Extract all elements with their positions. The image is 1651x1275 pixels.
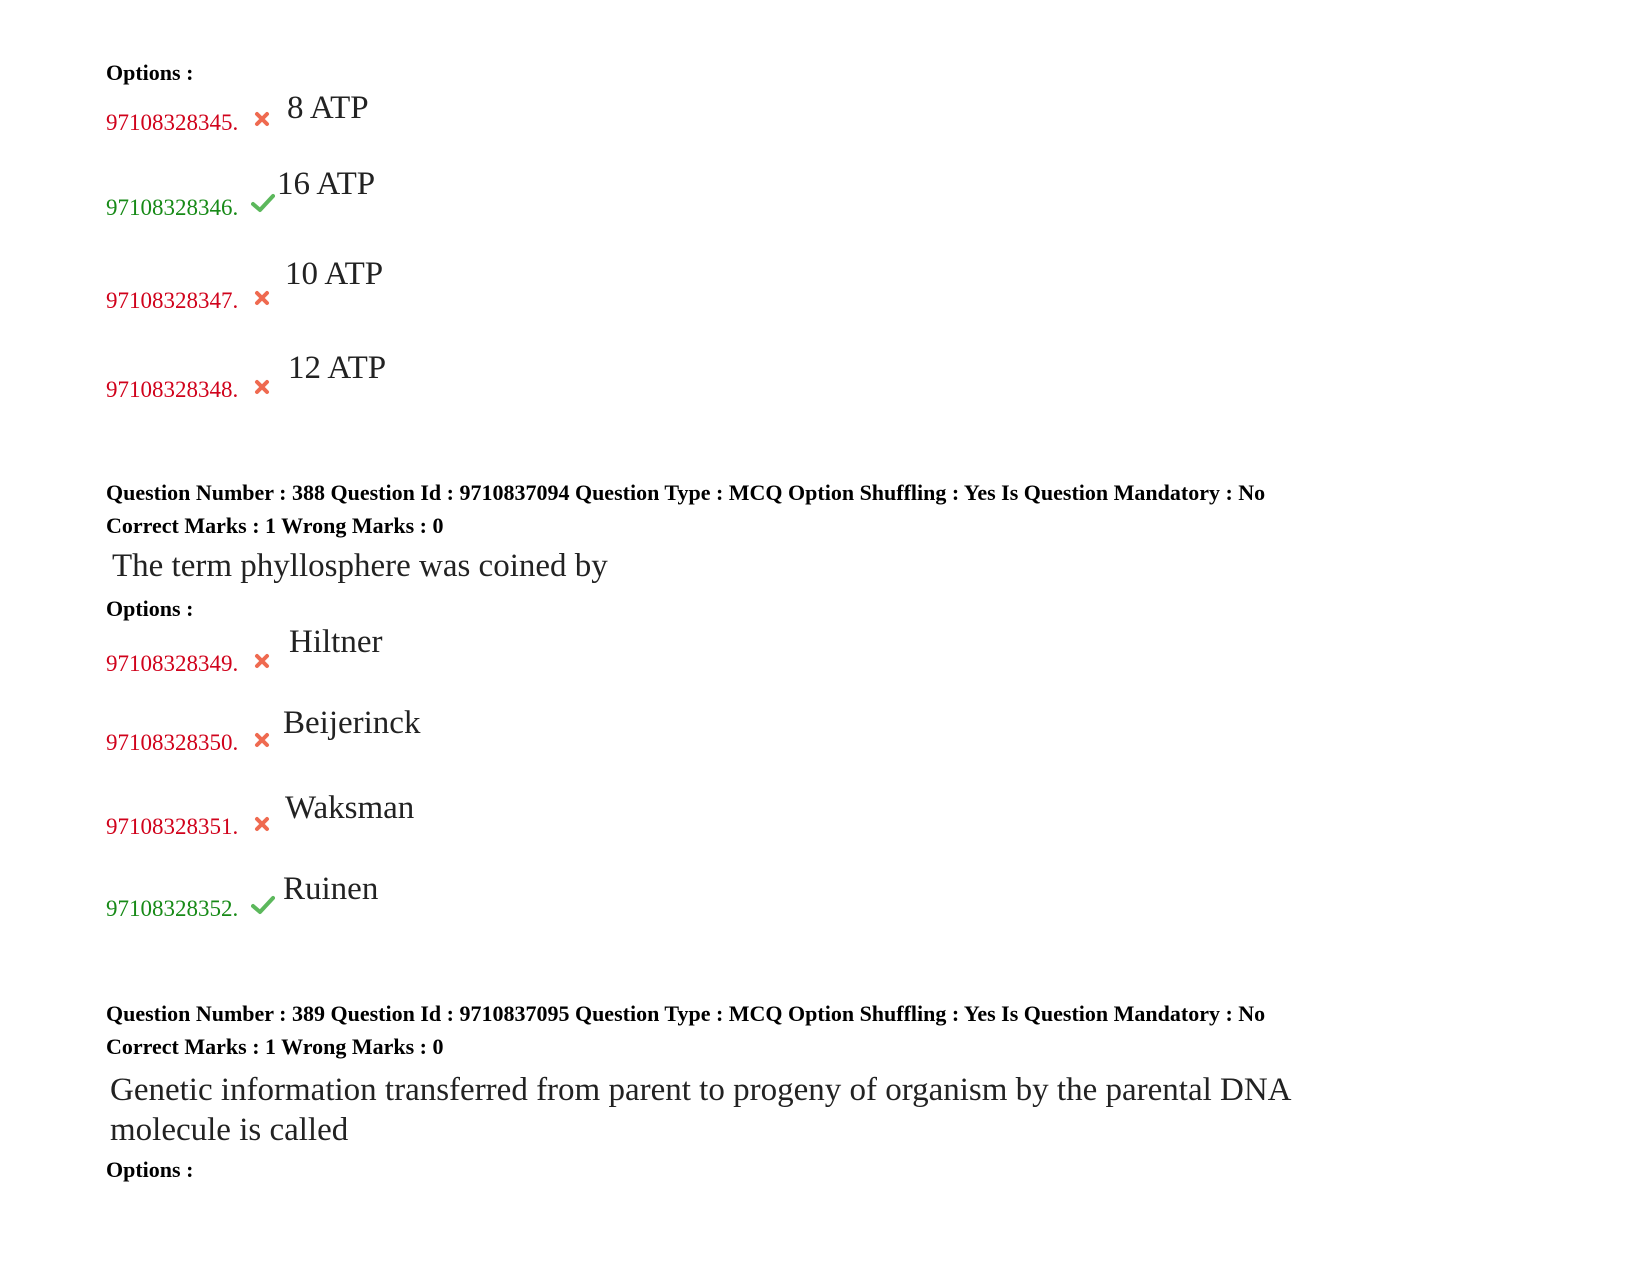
- question-meta: Question Number : 389 Question Id : 9710837095 Question Type : MCQ Option Shuffling : Yes Is Question Mandatory : No: [106, 1001, 1266, 1026]
- option-text: 12 ATP: [288, 350, 387, 386]
- option-id: 97108328352.: [106, 896, 239, 921]
- check-icon: [251, 895, 275, 915]
- option-id: 97108328347.: [106, 288, 239, 313]
- option-id: 97108328348.: [106, 377, 239, 402]
- check-icon: [251, 193, 275, 213]
- option-text: Waksman: [285, 790, 415, 826]
- cross-icon: [254, 379, 270, 395]
- cross-icon: [254, 290, 270, 306]
- cross-icon: [254, 653, 270, 669]
- cross-icon: [254, 111, 270, 127]
- question-meta: Question Number : 388 Question Id : 9710837094 Question Type : MCQ Option Shuffling : Yes Is Question Mandatory : No: [106, 480, 1266, 505]
- option-id: 97108328346.: [106, 195, 239, 220]
- options-label: Options :: [106, 60, 194, 85]
- option-text: 16 ATP: [277, 166, 376, 202]
- options-label: Options :: [106, 596, 194, 621]
- option-text: 8 ATP: [287, 90, 369, 126]
- options-label: Options :: [106, 1157, 194, 1182]
- option-text: 10 ATP: [285, 256, 384, 292]
- question-text: The term phyllosphere was coined by: [112, 548, 608, 584]
- question-marks: Correct Marks : 1 Wrong Marks : 0: [106, 1034, 444, 1059]
- cross-icon: [254, 816, 270, 832]
- option-id: 97108328349.: [106, 651, 239, 676]
- cross-icon: [254, 732, 270, 748]
- question-text: Genetic information transferred from parent to progeny of organism by the parental DNA molecule is called: [110, 1072, 1290, 1148]
- option-id: 97108328350.: [106, 730, 239, 755]
- option-id: 97108328345.: [106, 110, 239, 135]
- option-id: 97108328351.: [106, 814, 239, 839]
- option-text: Beijerinck: [283, 705, 421, 741]
- option-text: Ruinen: [283, 871, 379, 907]
- option-text: Hiltner: [289, 624, 383, 660]
- question-marks: Correct Marks : 1 Wrong Marks : 0: [106, 513, 444, 538]
